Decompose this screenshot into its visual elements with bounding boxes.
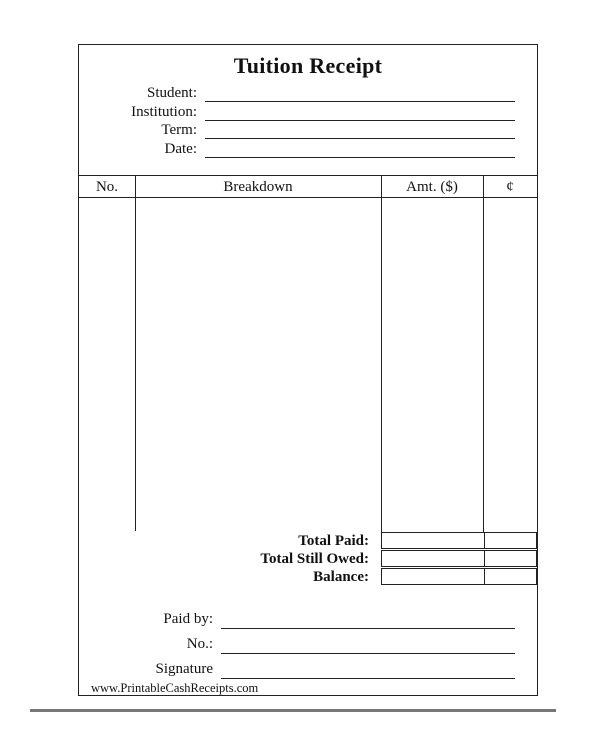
- amount-column-divider: [381, 175, 382, 533]
- table-header-top-rule: [79, 175, 537, 176]
- receipt-form: [78, 44, 538, 696]
- page-bottom-rule: [30, 709, 556, 712]
- student-field: [79, 85, 539, 103]
- student-line[interactable]: [205, 101, 515, 102]
- paid-by-field: [79, 611, 539, 629]
- cents-column-divider: [483, 175, 484, 533]
- receipt-title: Tuition Receipt: [233, 53, 383, 78]
- column-header-no: No.: [95, 179, 119, 195]
- number-field: [79, 636, 539, 654]
- date-label: Date:: [164, 141, 197, 157]
- institution-field: [79, 104, 539, 122]
- column-header-breakdown: Breakdown: [223, 179, 293, 195]
- signature-field: [79, 661, 539, 679]
- date-line[interactable]: [205, 157, 515, 158]
- total-paid-label: Total Paid:: [298, 533, 369, 549]
- signature-line[interactable]: [221, 678, 515, 679]
- term-line[interactable]: [205, 138, 515, 139]
- balance-box[interactable]: [381, 568, 537, 585]
- column-header-amount: Amt. ($): [406, 179, 458, 195]
- table-header-bottom-rule: [79, 197, 537, 198]
- number-label: No.:: [186, 636, 213, 652]
- total-still-owed-label: Total Still Owed:: [260, 551, 369, 567]
- student-label: Student:: [146, 85, 197, 101]
- paid-by-label: Paid by:: [163, 611, 213, 627]
- number-line[interactable]: [221, 653, 515, 654]
- date-field: [79, 141, 539, 159]
- column-header-cents: ¢: [506, 179, 514, 195]
- paid-by-line[interactable]: [221, 628, 515, 629]
- institution-line[interactable]: [205, 120, 515, 121]
- signature-label: Signature: [155, 661, 213, 677]
- term-field: [79, 122, 539, 140]
- institution-label: Institution:: [131, 104, 197, 120]
- no-column-divider: [135, 175, 136, 531]
- term-label: Term:: [161, 122, 197, 138]
- total-still-owed-box[interactable]: [381, 550, 537, 567]
- total-paid-box[interactable]: [381, 532, 537, 549]
- footer-url: www.PrintableCashReceipts.com: [91, 681, 259, 695]
- balance-label: Balance:: [313, 569, 369, 585]
